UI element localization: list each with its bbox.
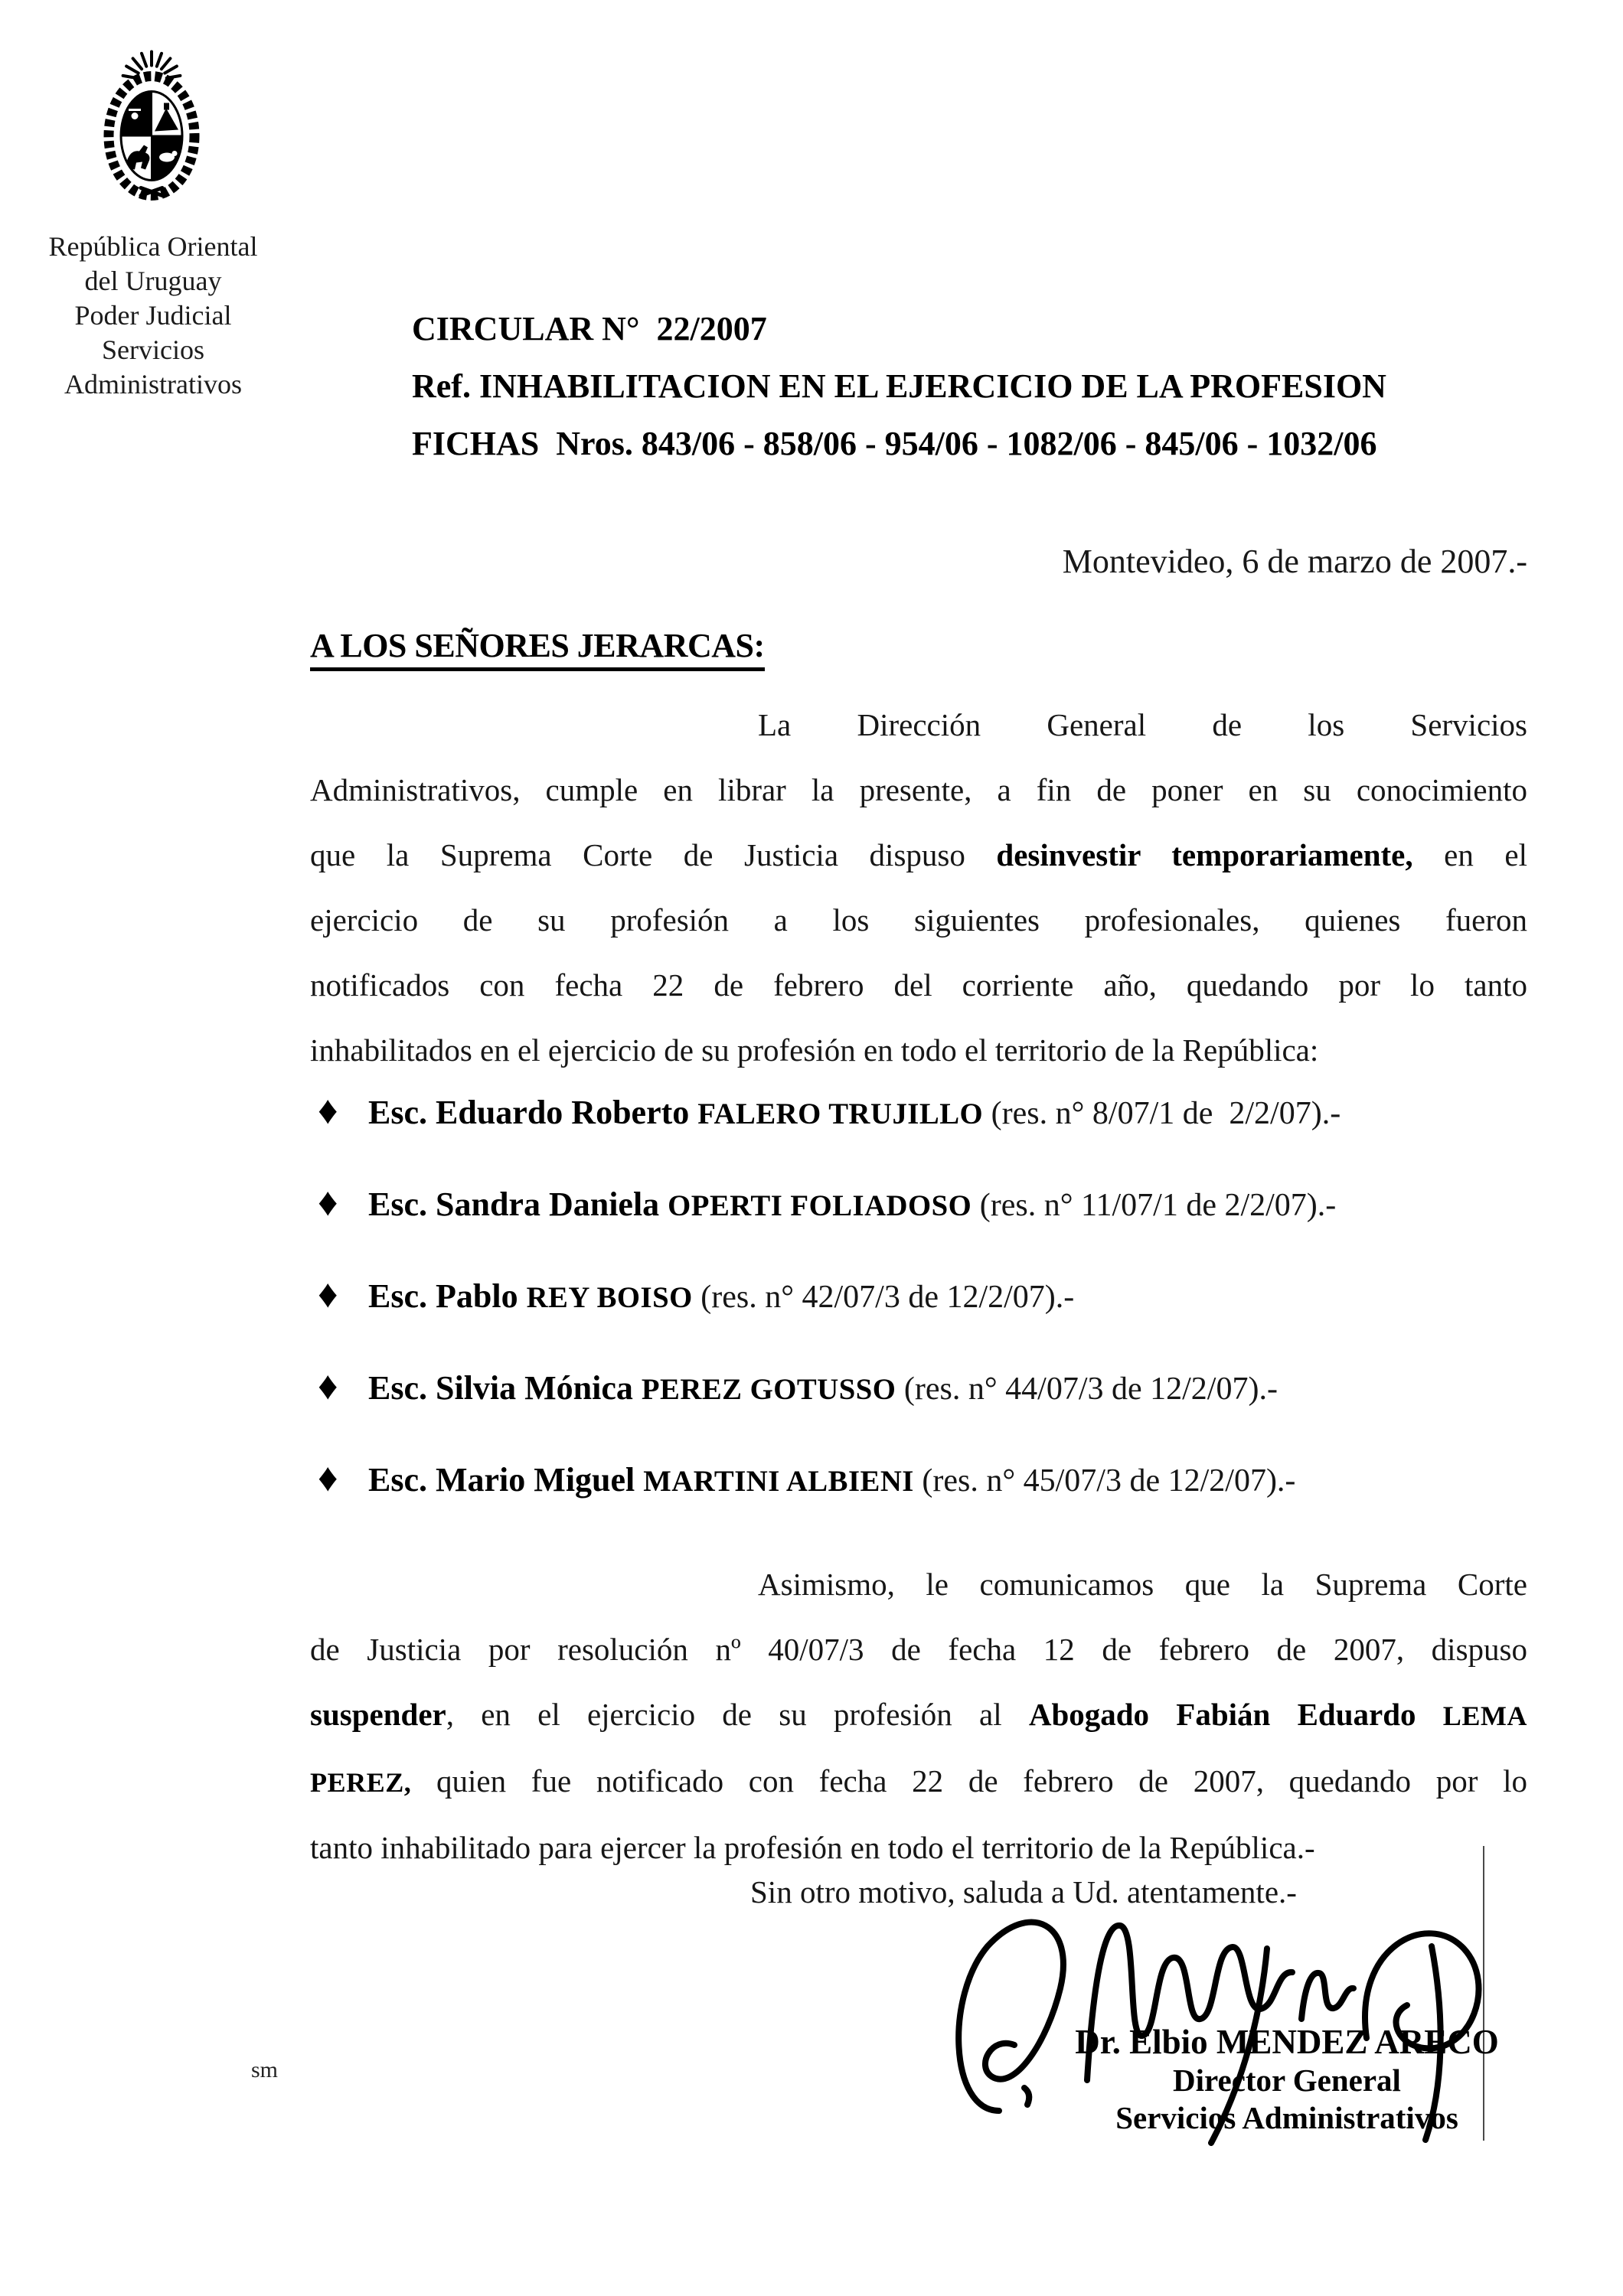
signer-name: Dr. Elbio MENDEZ ARECO — [1075, 2023, 1499, 2061]
letterhead-line: del Uruguay — [84, 266, 222, 296]
paragraph-suspension — [310, 1552, 1527, 1880]
resolution-detail: (res. n° 45/07/3 de 12/2/07).- — [913, 1463, 1296, 1499]
bold-segment: desinvestir temporariamente, — [996, 837, 1413, 872]
professional-surname: OPERTI FOLIADOSO — [668, 1189, 972, 1222]
letterhead-line: Administrativos — [64, 369, 242, 400]
paragraph-line — [310, 1749, 1527, 1815]
list-item — [310, 1457, 1596, 1503]
paragraph-line: Asimismo, le comunicamos que la Suprema Corte — [758, 1567, 1527, 1602]
letterhead-line: Poder Judicial — [74, 300, 232, 331]
bold-segment: suspender — [310, 1697, 446, 1732]
bold-segment: Abogado Fabián Eduardo — [1028, 1697, 1443, 1732]
text-segment: que la Suprema Corte de Justicia dispuso — [310, 837, 997, 872]
text-segment: , en el ejercicio de su profesión al — [446, 1697, 1029, 1732]
paragraph-line: La Dirección General de los Servicios — [758, 707, 1527, 742]
professional-list — [310, 1090, 1596, 1549]
signer-title: Director General — [1173, 2063, 1401, 2098]
diamond-bullet-icon: ♦ — [318, 1456, 338, 1500]
letterhead-line: República Oriental — [48, 231, 258, 262]
professional-name: Esc. Pablo — [368, 1277, 527, 1315]
clerk-initials: sm — [251, 2057, 279, 2082]
resolution-detail: (res. n° 8/07/1 de 2/2/07).- — [983, 1096, 1341, 1131]
closing-line: Sin otro motivo, saluda a Ud. atentamente.- — [750, 1874, 1297, 1910]
paragraph-line: tanto inhabilitado para ejercer la profesión en todo el territorio de la República.- — [310, 1830, 1315, 1865]
bold-surname-segment: PEREZ, — [310, 1767, 412, 1798]
reference-line: Ref. INHABILITACION EN EL EJERCICIO DE LA PROFESION — [412, 367, 1386, 405]
sun-rays-icon — [123, 52, 181, 79]
diamond-bullet-icon: ♦ — [318, 1089, 338, 1133]
text-segment: quien fue notificado con fecha 22 de febrero de 2007, quedando por lo — [411, 1763, 1527, 1799]
professional-name: Esc. Silvia Mónica — [368, 1369, 642, 1407]
fichas-line: FICHAS Nros. 843/06 - 858/06 - 954/06 - 1082/06 - 845/06 - 1032/06 — [412, 425, 1377, 462]
list-item — [310, 1365, 1596, 1411]
resolution-detail: (res. n° 11/07/1 de 2/2/07).- — [972, 1188, 1337, 1223]
diamond-bullet-icon: ♦ — [318, 1181, 338, 1225]
paragraph-line: inhabilitados en el ejercicio de su profesión en todo el territorio de la República: — [310, 1032, 1319, 1068]
diamond-bullet-icon: ♦ — [318, 1273, 338, 1316]
professional-name: Esc. Mario Miguel — [368, 1461, 644, 1499]
paragraph-line: Administrativos, cumple en librar la presente, a fin de poner en su conocimiento — [310, 772, 1527, 807]
text-segment: en el — [1412, 837, 1527, 872]
circular-number-line: CIRCULAR N° 22/2007 — [412, 310, 767, 347]
professional-surname: FALERO TRUJILLO — [697, 1097, 984, 1130]
salutation: A LOS SEÑORES JERARCAS: — [310, 626, 765, 671]
list-item — [310, 1182, 1596, 1228]
paragraph-line — [310, 1682, 1527, 1749]
paragraph-line: ejercicio de su profesión a los siguientes profesionales, quienes fueron — [310, 902, 1527, 938]
coat-of-arms-uruguay — [90, 44, 213, 204]
professional-surname: MARTINI ALBIENI — [643, 1465, 914, 1498]
paragraph-line: de Justicia por resolución nº 40/07/3 de fecha 12 de febrero de 2007, dispuso — [310, 1632, 1527, 1667]
paragraph-disqualification — [310, 693, 1527, 1083]
diamond-bullet-icon: ♦ — [318, 1365, 338, 1408]
resolution-detail: (res. n° 42/07/3 de 12/2/07).- — [692, 1280, 1075, 1315]
dateline: Montevideo, 6 de marzo de 2007.- — [1062, 543, 1527, 580]
professional-name: Esc. Sandra Daniela — [368, 1186, 668, 1223]
resolution-detail: (res. n° 44/07/3 de 12/2/07).- — [896, 1371, 1278, 1407]
letterhead-org — [15, 230, 291, 402]
professional-name: Esc. Eduardo Roberto — [368, 1094, 698, 1131]
professional-surname: REY BOISO — [526, 1281, 693, 1314]
signature-block — [1057, 2022, 1517, 2137]
list-item — [310, 1274, 1596, 1319]
shield-icon — [121, 92, 182, 181]
letterhead-line: Servicios — [102, 334, 204, 365]
list-item — [310, 1090, 1596, 1136]
paragraph-line — [310, 823, 1527, 888]
bold-surname-segment: LEMA — [1442, 1701, 1527, 1731]
signer-department: Servicios Administrativos — [1115, 2100, 1458, 2135]
paragraph-line: notificados con fecha 22 de febrero del corriente año, quedando por lo tanto — [310, 967, 1527, 1003]
professional-surname: PEREZ GOTUSSO — [641, 1373, 896, 1406]
document-header — [412, 300, 1386, 472]
